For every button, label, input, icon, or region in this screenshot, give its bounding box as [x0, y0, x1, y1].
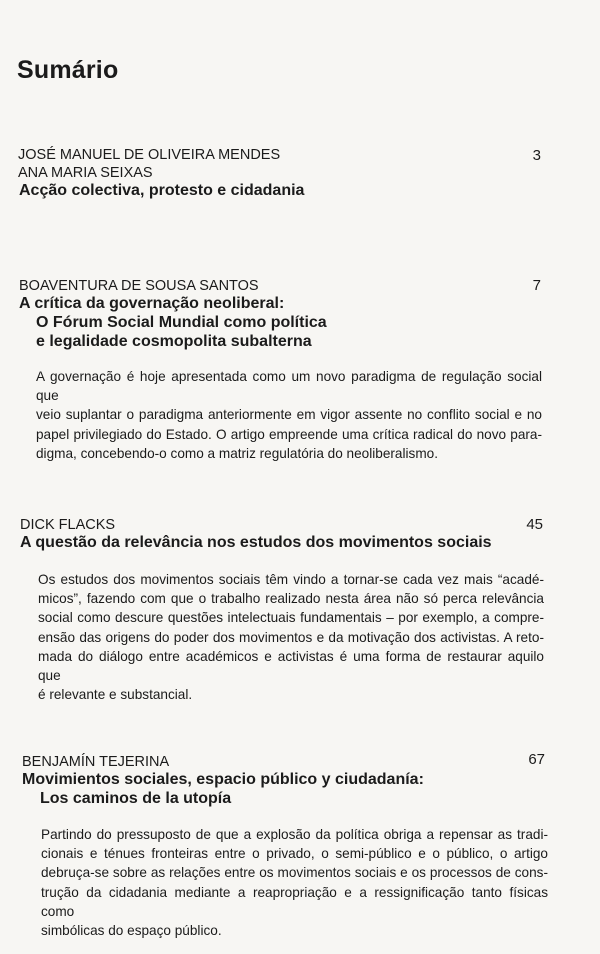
abstract-line: Os estudos dos movimentos sociais têm vindo a tornar-se cada vez mais “acadé- [38, 572, 544, 587]
abstract-line: é relevante e substancial. [38, 687, 193, 703]
abstract-line: social como descure questões intelectuais fundamentais – por exemplo, a compre- [38, 610, 544, 626]
abstract-line: papel privilegiado do Estado. O artigo empreende uma crítica radical do novo para- [36, 426, 542, 442]
page-title: Sumário [17, 56, 119, 84]
page-number: 3 [532, 147, 541, 164]
page-number: 7 [532, 277, 541, 294]
abstract-line: cionais e ténues fronteiras entre o privado, o semi-público e o público, o artigo [41, 846, 548, 862]
abstract-line: micos”, fazendo com que o trabalho realizado nesta área não só perca relevância [38, 591, 544, 607]
abstract-line: simbólicas do espaço público. [41, 923, 222, 939]
author-name: BENJAMÍN TEJERINA [22, 754, 170, 770]
abstract-line: A governação é hoje apresentada como um novo paradigma de regulação social que [36, 369, 542, 404]
article-title: Acção colectiva, protesto e cidadania [19, 182, 305, 199]
page-number: 67 [528, 751, 545, 768]
author-name: BOAVENTURA DE SOUSA SANTOS [19, 278, 259, 294]
article-title: A crítica da governação neoliberal: [19, 295, 285, 312]
article-subtitle: Los caminos de la utopía [40, 790, 232, 807]
article-abstract [38, 570, 544, 704]
abstract-line: veio suplantar o paradigma anteriormente em vigor assente no conflito social e no [36, 407, 542, 423]
abstract-line: debruça-se sobre as relações entre os movimentos sociais e os processos de cons- [41, 865, 548, 881]
abstract-line: ensão das origens do poder dos movimentos e da motivação dos activistas. A reto- [38, 629, 544, 645]
author-name: JOSÉ MANUEL DE OLIVEIRA MENDES [18, 147, 281, 163]
abstract-line: mada do diálogo entre académicos e activistas é uma forma de restaurar aquilo que [38, 648, 544, 684]
page-number: 45 [526, 516, 543, 533]
article-subtitle: e legalidade cosmopolita subalterna [36, 333, 312, 350]
article-title: Movimientos sociales, espacio público y ciudadanía: [22, 771, 424, 788]
abstract-line: trução da cidadania mediante a reapropriação e a ressignificação tanto físicas como [41, 884, 548, 919]
article-title: A questão da relevância nos estudos dos movimentos sociais [20, 534, 492, 551]
abstract-line: Partindo do pressuposto de que a explosão da política obriga a repensar as tradi- [41, 827, 548, 842]
article-abstract [36, 367, 542, 463]
abstract-line: digma, concebendo-o como a matriz regulatória do neoliberalismo. [36, 445, 438, 461]
author-name: DICK FLACKS [20, 517, 116, 533]
author-name: ANA MARIA SEIXAS [18, 165, 153, 181]
article-subtitle: O Fórum Social Mundial como política [36, 314, 327, 331]
article-abstract [41, 825, 548, 940]
